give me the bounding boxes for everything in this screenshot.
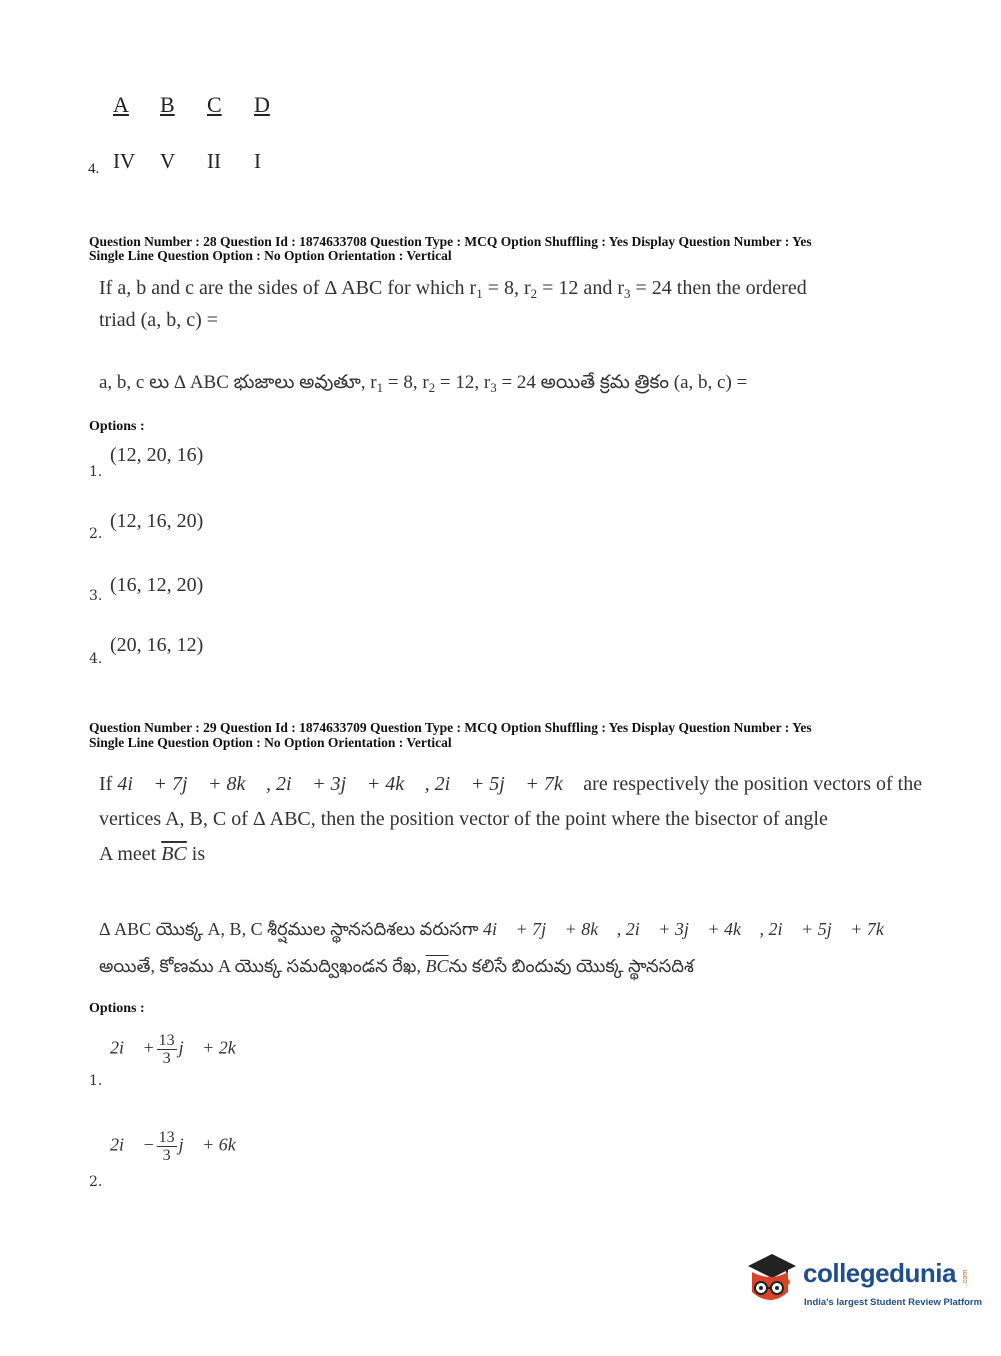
q28-option-4-number: 4. <box>89 651 103 667</box>
q28-question-english: If a, b and c are the sides of Δ ABC for which $r_1 = 8$, $r_2 = 12$ and $r_3 = 24$ then the ordered triad (a, b, c) = <box>99 277 807 331</box>
q28-options-label: Options : <box>89 419 145 434</box>
logo-wordmark: collegedunia <box>803 1258 956 1288</box>
q29-options-label: Options : <box>89 1001 145 1016</box>
q29-option-1-number: 1. <box>89 1073 103 1089</box>
q28-meta-line2: Single Line Question Option : No Option Orientation : Vertical <box>89 248 452 263</box>
q28-option-4: (20, 16, 12) <box>110 634 204 656</box>
q29-meta-line1: Question Number : 29 Question Id : 1874633709 Question Type : MCQ Option Shuffling : Yes Display Question Number : Yes <box>89 720 812 735</box>
q29-option-1: 2i⃗ + $\frac{13}{3}$ j⃗ + 2k⃗ <box>110 1032 250 1067</box>
match-header: D <box>254 92 270 117</box>
logo-tagline: India's largest Student Review Platform <box>804 1297 983 1308</box>
match-option-number: 4. <box>88 161 100 177</box>
match-value: IV <box>113 149 136 173</box>
q28-option-2: (12, 16, 20) <box>110 510 204 532</box>
q29-option-2: 2i⃗ − $\frac{13}{3}$ j⃗ + 6k⃗ <box>110 1129 250 1164</box>
q29-question-english: If 4i⃗ + 7j⃗ + 8k⃗ , 2i⃗ + 3j⃗ + 4k⃗ , 2i⃗ + 5j⃗ + 7k⃗ are respectively the position vectors of the vertices A, B, C of Δ ABC, then the position vector of the point where the bisector of angle A meet $\overline{BC}$ is <box>99 773 923 865</box>
q29-meta-line2: Single Line Question Option : No Option Orientation : Vertical <box>89 735 452 750</box>
q28-option-1: (12, 20, 16) <box>110 444 204 466</box>
match-header: A <box>113 92 129 117</box>
match-value: I <box>254 149 261 173</box>
match-header: B <box>160 92 175 117</box>
q28-option-1-number: 1. <box>89 464 103 480</box>
q29-question-telugu: Δ ABC యొక్క A, B, C శీర్షముల స్థానసదిశలు వరుసగా 4i⃗ + 7j⃗ + 8k⃗ , 2i⃗ + 3j⃗ + 4k⃗ , 2i⃗ + 5j⃗ + 7k⃗ అయితే, కోణము A యొక్క సమద్విఖండన రేఖ, $\overline{BC}ను$ కలిసే బిందువు యొక్క స్థానసదిశ <box>99 919 898 976</box>
match-value: II <box>207 149 221 173</box>
match-table-headers <box>113 92 301 118</box>
q29-option-2-number: 2. <box>89 1174 103 1190</box>
collegedunia-mascot-icon <box>742 1252 798 1308</box>
q28-meta-line1: Question Number : 28 Question Id : 1874633708 Question Type : MCQ Option Shuffling : Yes Display Question Number : Yes <box>89 234 812 249</box>
q28-option-3: (16, 12, 20) <box>110 574 204 596</box>
q28-question-telugu: a, b, c లు Δ ABC భుజాలు అవుతూ, $r_1 = 8$, $r_2 = 12$, $r_3 = 24$ అయితే క్రమ త్రికం (a, b, c) = <box>99 372 748 395</box>
match-option-values <box>113 149 301 174</box>
match-value: V <box>160 149 176 173</box>
logo-com: .com <box>962 1269 970 1286</box>
q28-option-3-number: 3. <box>89 588 103 604</box>
match-header: C <box>207 92 222 117</box>
q28-option-2-number: 2. <box>89 526 103 542</box>
